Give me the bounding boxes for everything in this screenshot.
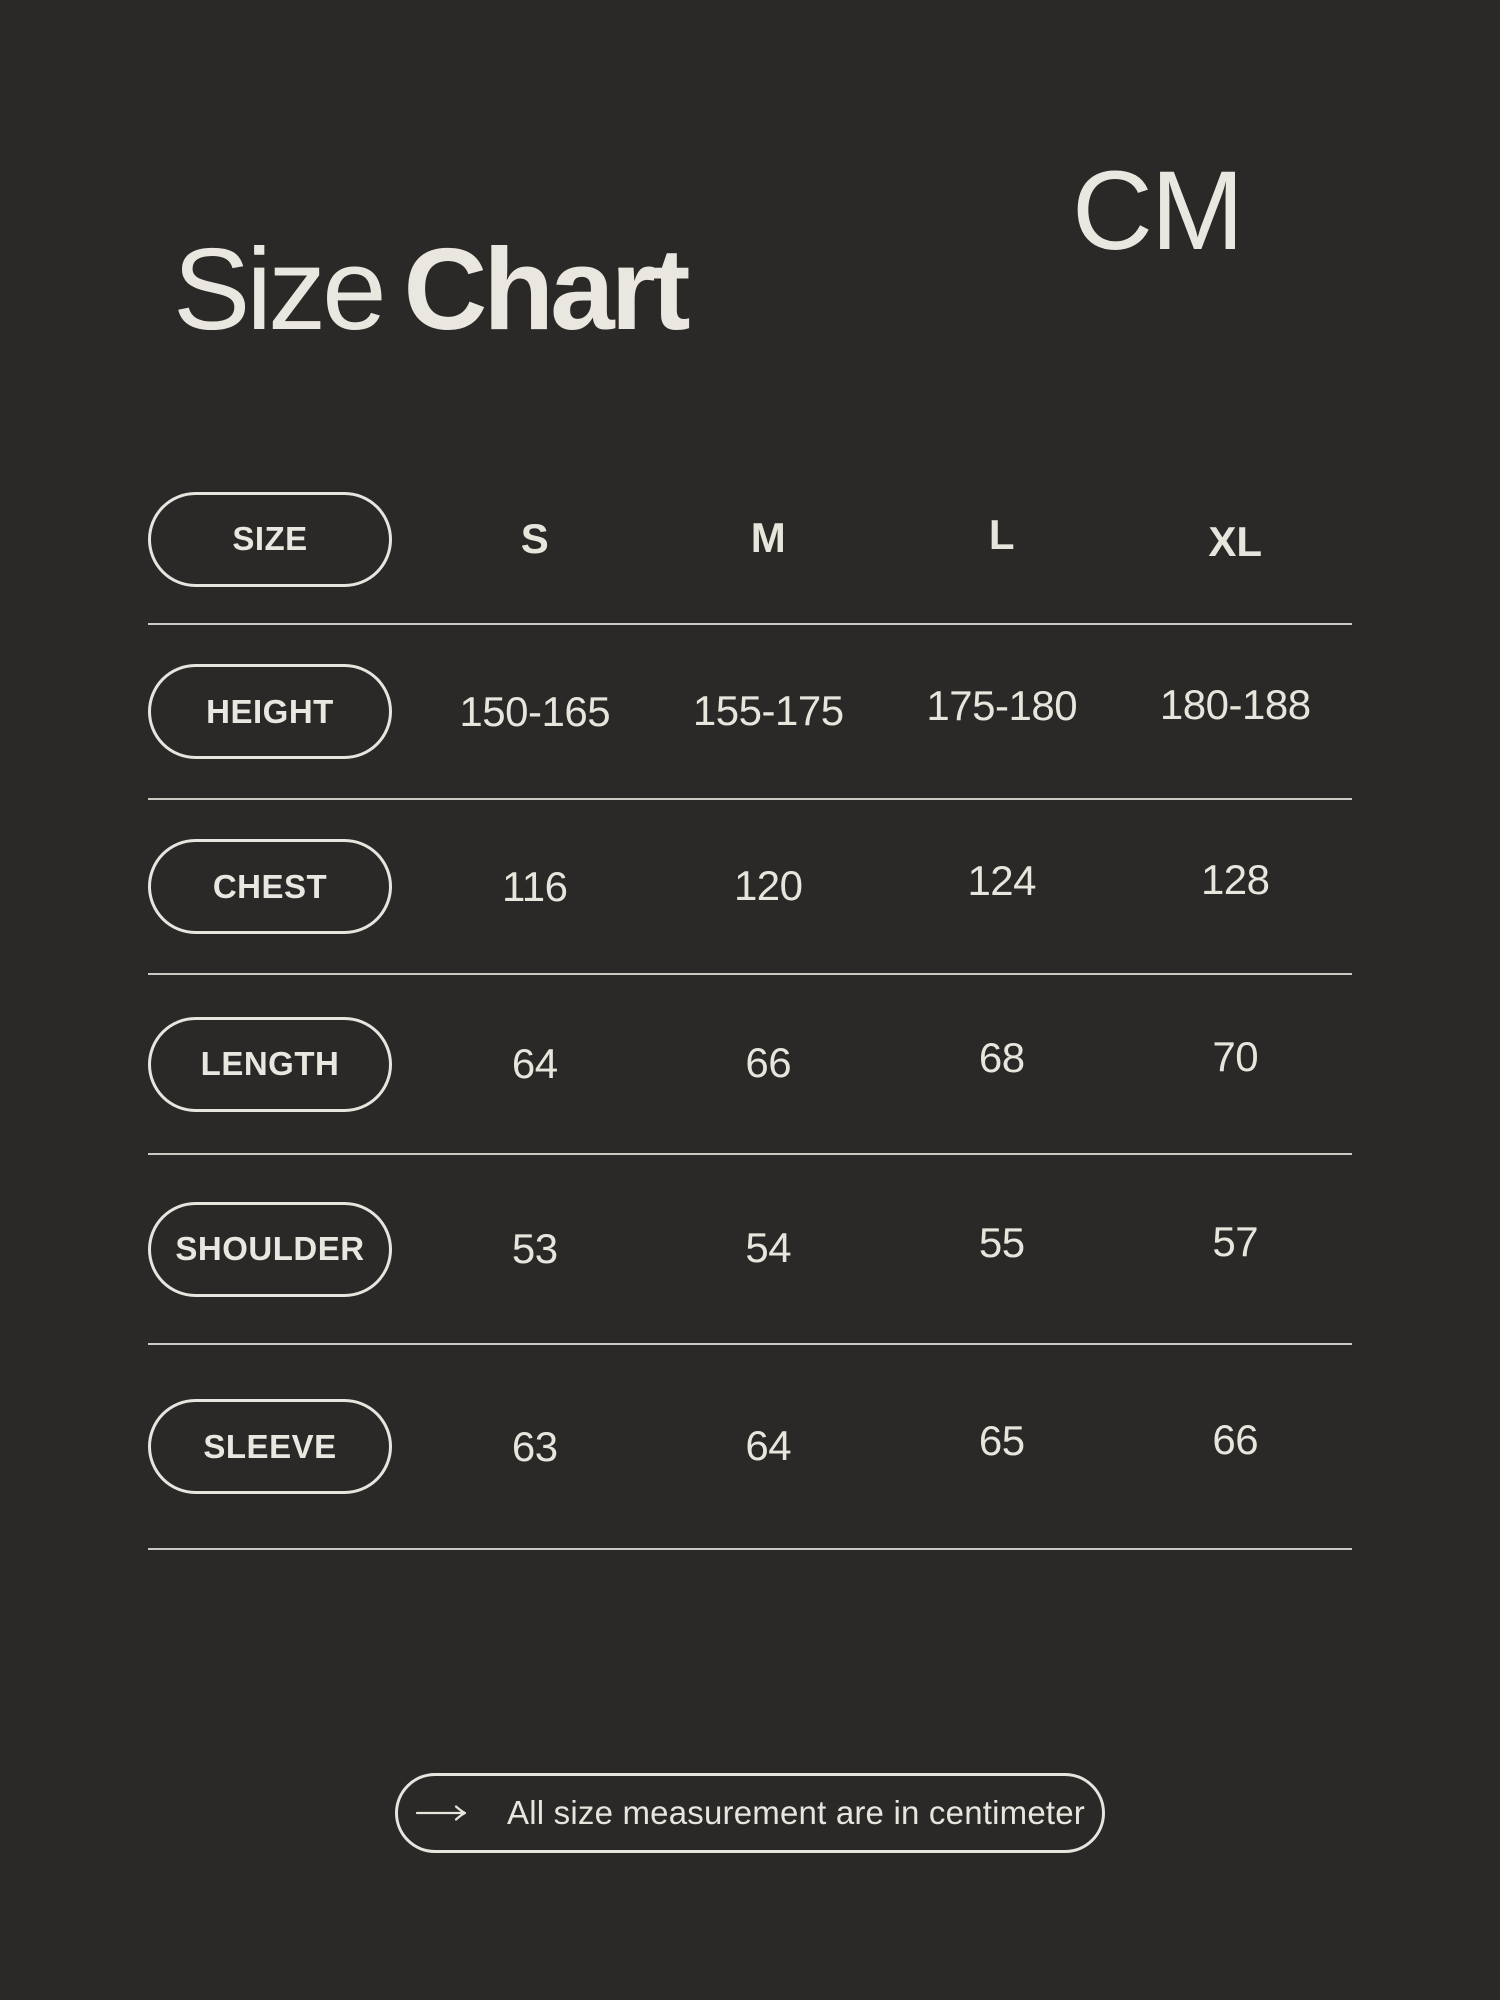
size-table bbox=[148, 455, 1352, 1550]
cell-chest-m: 120 bbox=[733, 861, 803, 909]
arrow-right-icon bbox=[415, 1803, 469, 1823]
shoulder-pill: SHOULDER bbox=[148, 1202, 392, 1297]
cell-height-m: 155-175 bbox=[692, 686, 844, 734]
cell-length-m: 66 bbox=[745, 1039, 792, 1086]
cell-chest-l: 124 bbox=[967, 856, 1037, 904]
column-header-s: S bbox=[520, 515, 549, 562]
height-pill: HEIGHT bbox=[148, 664, 392, 759]
table-row-shoulder bbox=[148, 1155, 1352, 1345]
column-header-xl: XL bbox=[1208, 518, 1263, 565]
table-row-height bbox=[148, 625, 1352, 800]
footnote-text: All size measurement are in centimeter bbox=[507, 1794, 1085, 1831]
row-label-col bbox=[148, 1202, 418, 1297]
cell-sleeve-xl: 66 bbox=[1212, 1415, 1259, 1463]
chest-pill: CHEST bbox=[148, 839, 392, 934]
cell-height-s: 150-165 bbox=[459, 687, 611, 735]
header-label-col bbox=[148, 492, 418, 587]
cell-shoulder-m: 54 bbox=[745, 1224, 792, 1271]
size-pill: SIZE bbox=[148, 492, 392, 587]
sleeve-pill: SLEEVE bbox=[148, 1399, 392, 1494]
cell-length-xl: 70 bbox=[1212, 1033, 1259, 1080]
footnote-pill bbox=[395, 1773, 1105, 1853]
cell-shoulder-s: 53 bbox=[511, 1225, 558, 1272]
table-row-length bbox=[148, 975, 1352, 1155]
row-label-col bbox=[148, 664, 418, 759]
cell-height-xl: 180-188 bbox=[1159, 680, 1311, 728]
cell-chest-xl: 128 bbox=[1200, 855, 1270, 903]
cell-sleeve-m: 64 bbox=[745, 1421, 792, 1469]
table-row-sleeve bbox=[148, 1345, 1352, 1550]
unit-label: CM bbox=[1072, 148, 1243, 273]
cell-height-l: 175-180 bbox=[926, 681, 1078, 729]
table-row-chest bbox=[148, 800, 1352, 975]
cell-shoulder-xl: 57 bbox=[1212, 1218, 1259, 1265]
cell-length-s: 64 bbox=[511, 1040, 558, 1087]
page-title-bold: Chart bbox=[403, 223, 687, 354]
cell-chest-s: 116 bbox=[502, 862, 568, 910]
row-label-col bbox=[148, 839, 418, 934]
row-label-col bbox=[148, 1399, 418, 1494]
column-header-l: L bbox=[988, 511, 1015, 558]
cell-shoulder-l: 55 bbox=[978, 1219, 1025, 1266]
cell-length-l: 68 bbox=[978, 1034, 1025, 1081]
row-label-col bbox=[148, 1017, 418, 1112]
cell-sleeve-s: 63 bbox=[511, 1422, 558, 1470]
cell-sleeve-l: 65 bbox=[978, 1416, 1025, 1464]
page-title bbox=[173, 223, 687, 354]
table-header-row bbox=[148, 455, 1352, 625]
column-header-m: M bbox=[750, 514, 786, 561]
length-pill: LENGTH bbox=[148, 1017, 392, 1112]
page-title-regular: Size bbox=[173, 223, 383, 354]
